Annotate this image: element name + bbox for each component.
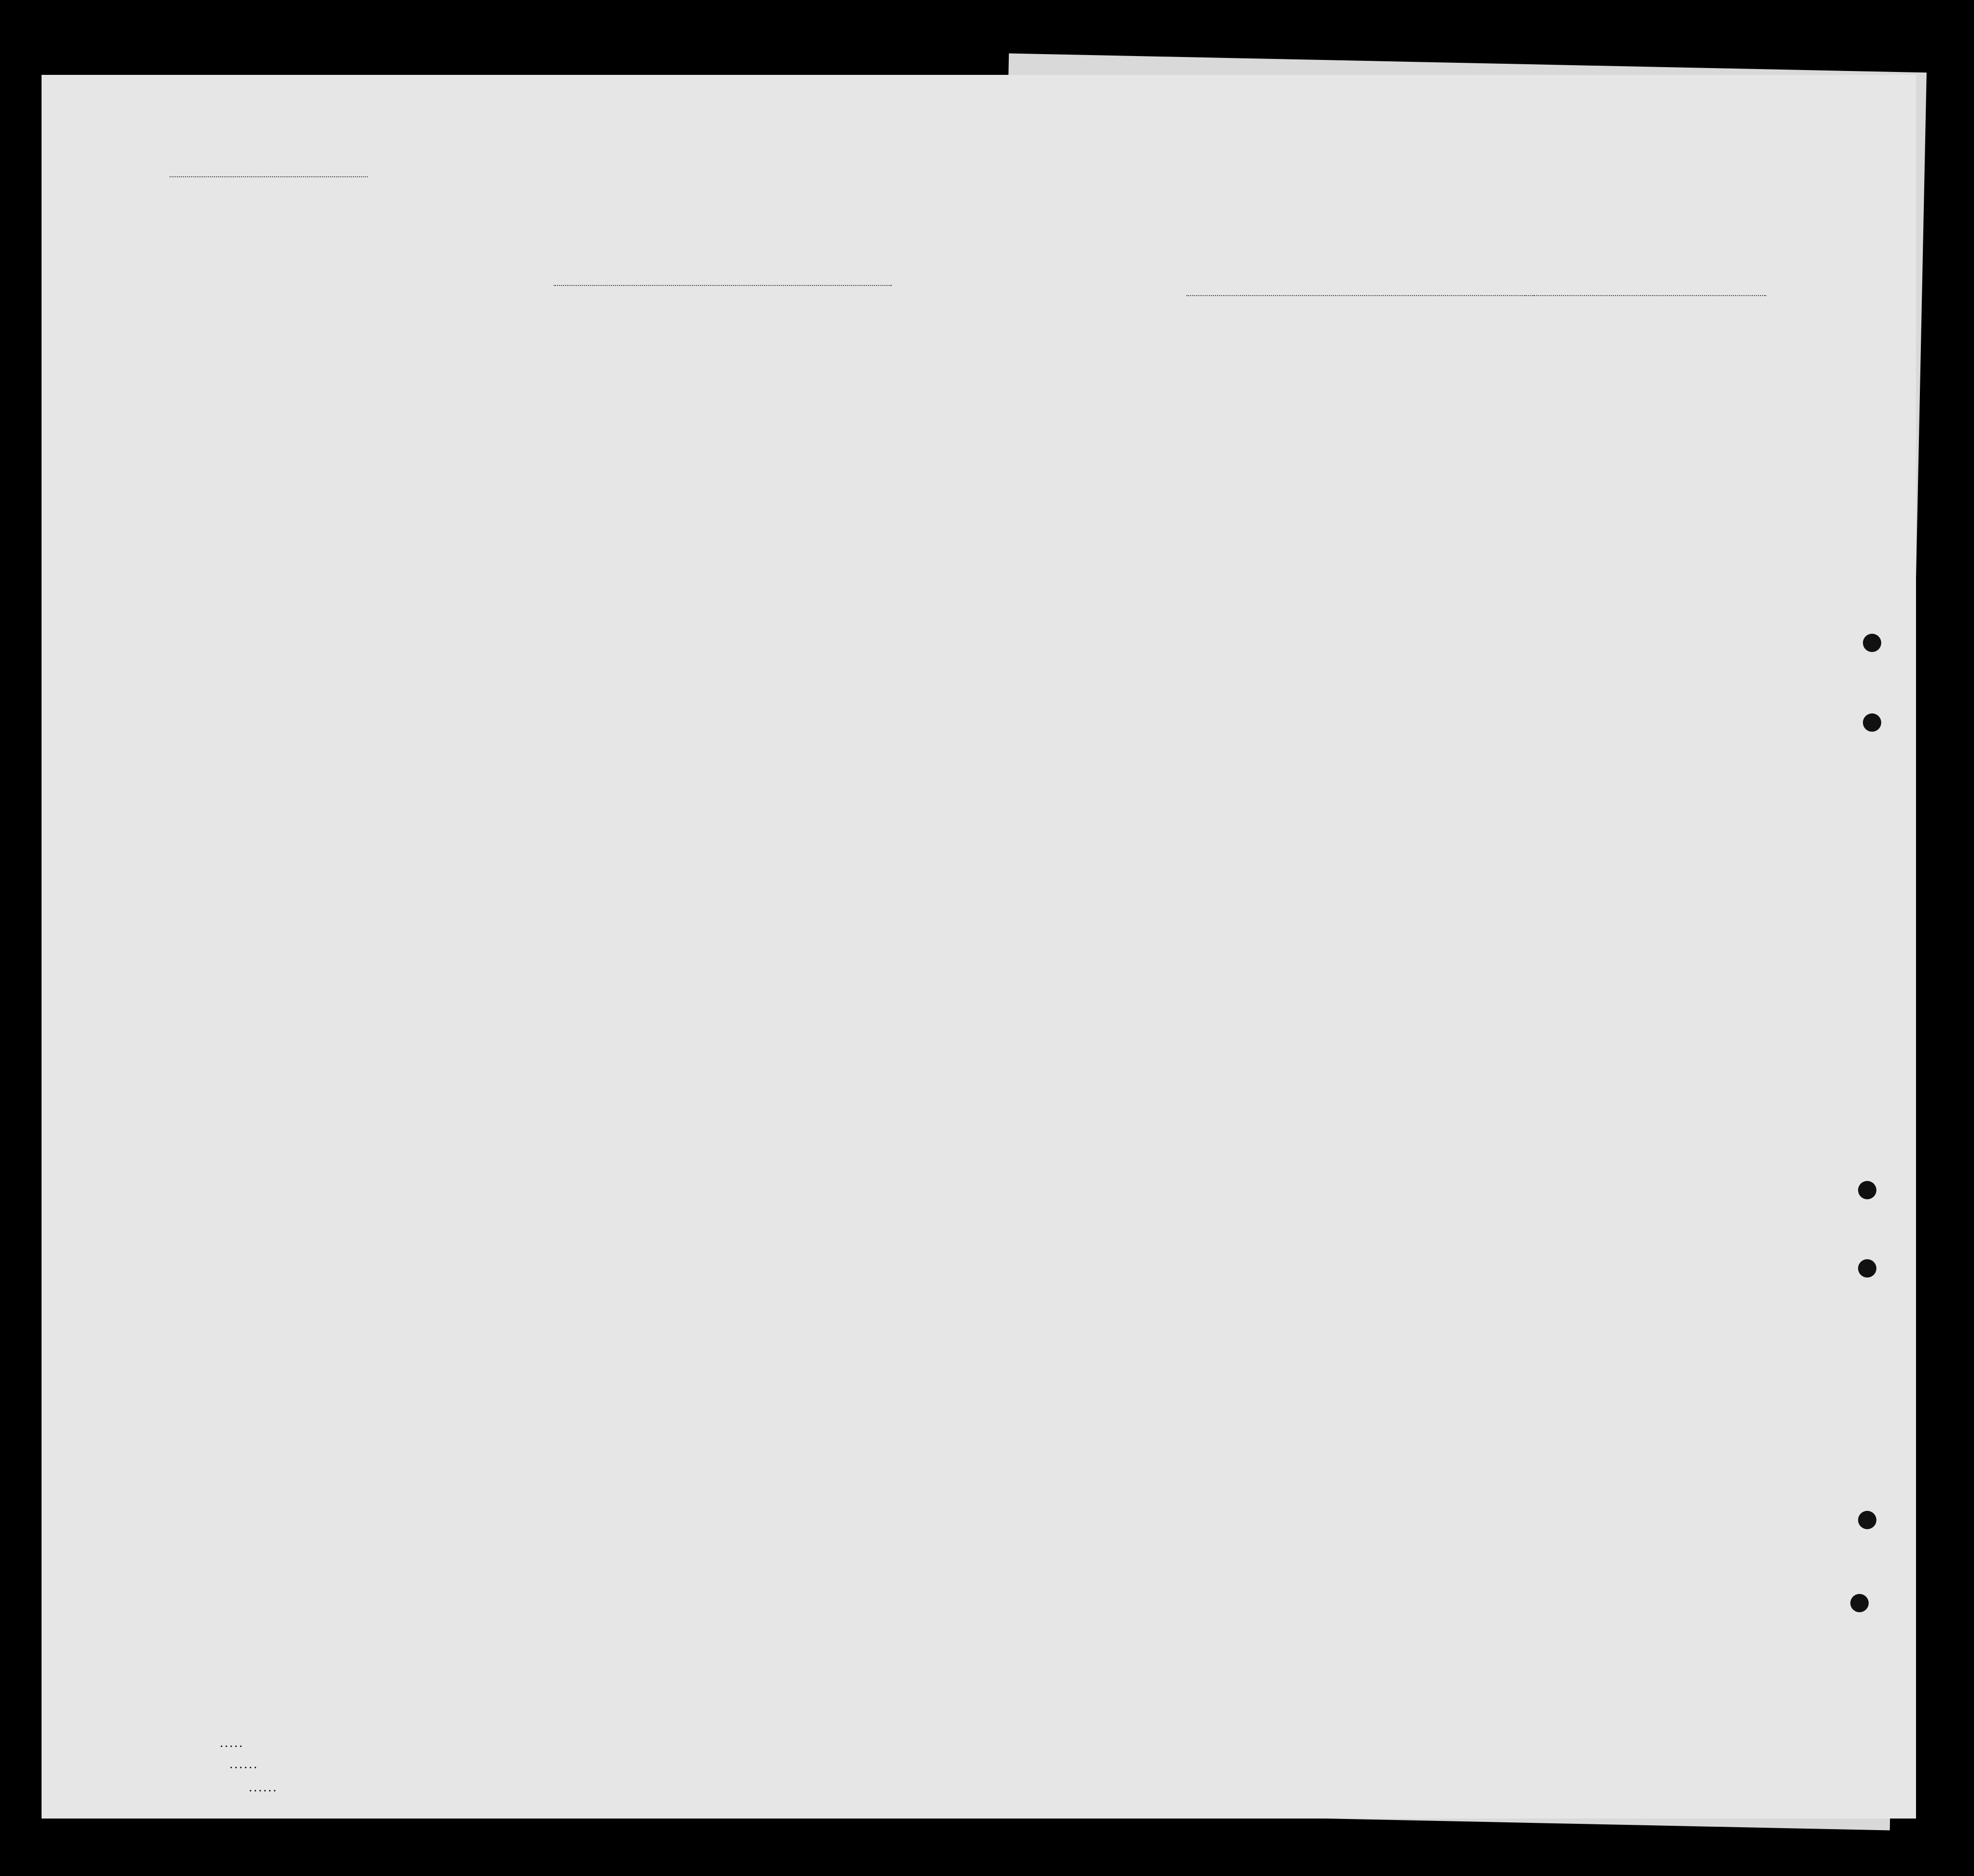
binder-hole <box>1858 1259 1876 1278</box>
binder-hole <box>1858 1181 1876 1199</box>
binder-hole <box>1858 1511 1876 1529</box>
totals-block: . . . . . . . . . . . . . . . . . <box>220 1739 276 1794</box>
binder-hole <box>1863 634 1881 652</box>
binder-hole <box>1850 1594 1869 1612</box>
binder-hole <box>1863 713 1881 732</box>
